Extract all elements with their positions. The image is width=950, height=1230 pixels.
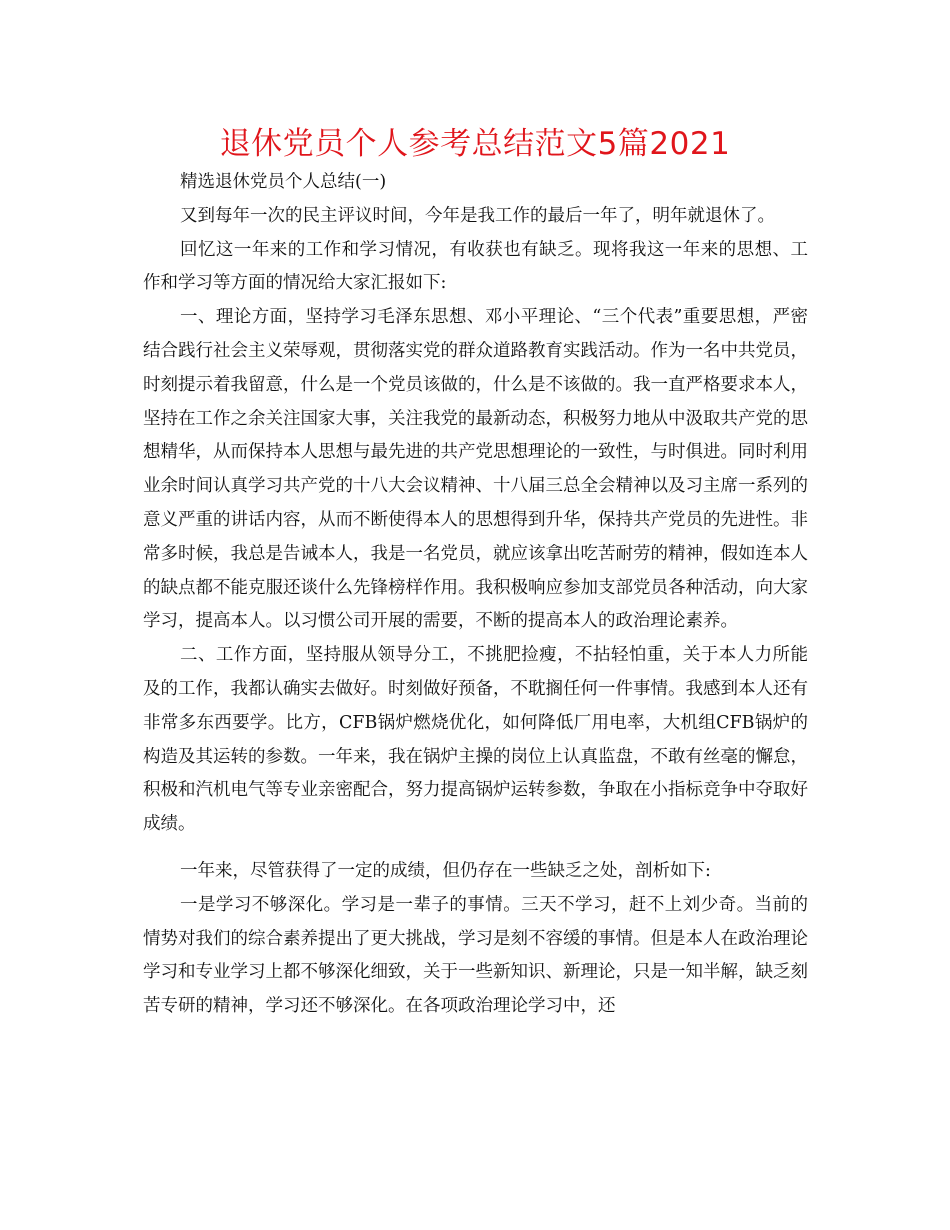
paragraph-4: 二、工作方面，坚持服从领导分工，不挑肥捡瘦，不拈轻怕重，关于本人力所能及的工作，我都认确实去做好。时刻做好预备，不耽搁任何一件事情。我感到本人还有非常多东西要学。比方，CFB锅炉燃烧优化，如何降低厂用电率，大机组CFB锅炉的构造及其运转的参数。一年来，我在锅炉主操的岗位上认真监盘，不敢有丝毫的懈怠，积极和汽机电气等专业亲密配合，努力提高锅炉运转参数，争取在小指标竞争中夺取好成绩。: [143, 645, 808, 835]
paragraph-1: 又到每年一次的民主评议时间，今年是我工作的最后一年了，明年就退休了。: [180, 205, 775, 226]
document-title: 退休党员个人参考总结范文5篇2021: [219, 126, 731, 162]
section-subtitle: 精选退休党员个人总结(一): [180, 172, 387, 192]
document-body: [143, 166, 808, 1024]
paragraph-3: 一、理论方面，坚持学习毛泽东思想、邓小平理论、“三个代表”重要思想，严密结合践行社会主义荣辱观，贯彻落实党的群众道路教育实践活动。作为一名中共党员，时刻提示着我留意，什么是一个党员该做的，什么是不该做的。我一直严格要求本人，坚持在工作之余关注国家大事，关注我党的最新动态，积极努力地从中汲取共产党的思想精华，从而保持本人思想与最先进的共产党思想理论的一致性，与时俱进。同时利用业余时间认真学习共产党的十八大会议精神、十八届三总全会精神以及习主席一系列的意义严重的讲话内容，从而不断使得本人的思想得到升华，保持共产党员的先进性。非常多时候，我总是告诫本人，我是一名党员，就应该拿出吃苦耐劳的精神，假如连本人的缺点都不能克服还谈什么先锋榜样作用。我积极响应参加支部党员各种活动，向大家学习，提高本人。以习惯公司开展的需要，不断的提高本人的政治理论素养。: [143, 307, 808, 632]
paragraph-6: 一是学习不够深化。学习是一辈子的事情。三天不学习，赶不上刘少奇。当前的情势对我们的综合素养提出了更大挑战，学习是刻不容缓的事情。但是本人在政治理论学习和专业学习上都不够深化细致，关于一些新知识、新理论，只是一知半解，缺乏刻苦专研的精神，学习还不够深化。在各项政治理论学习中，还: [143, 894, 808, 1017]
paragraph-2: 回忆这一年来的工作和学习情况，有收获也有缺乏。现将我这一年来的思想、工作和学习等方面的情况给大家汇报如下:: [143, 239, 808, 294]
paragraph-5: 一年来，尽管获得了一定的成绩，但仍存在一些缺乏之处，剖析如下:: [180, 860, 711, 881]
